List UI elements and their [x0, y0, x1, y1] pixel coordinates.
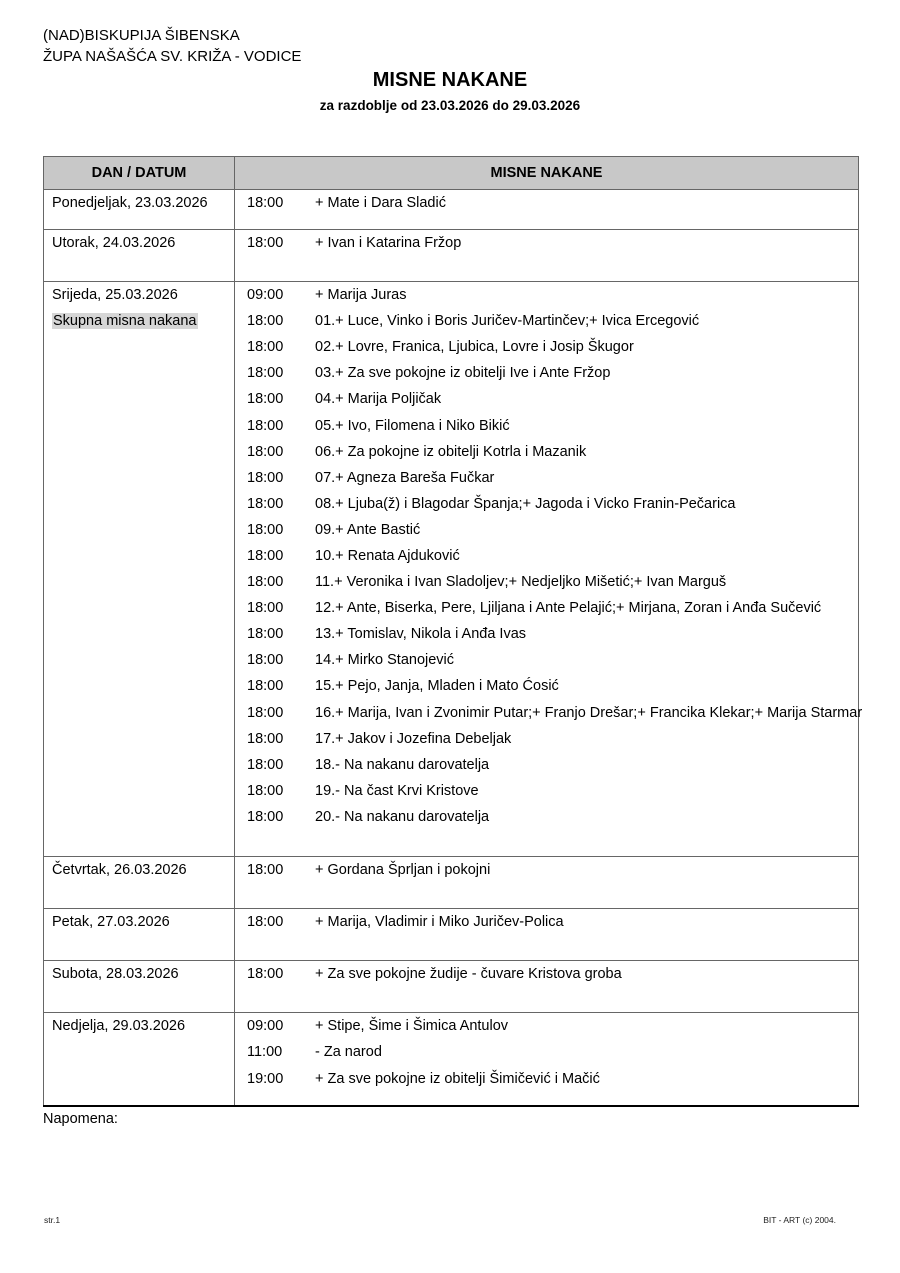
mass-entry	[247, 282, 858, 308]
mass-intention: + Marija, Vladimir i Miko Juričev-Polica	[315, 914, 564, 931]
mass-entry	[247, 1013, 858, 1039]
column-header-day: DAN / DATUM	[44, 157, 235, 190]
mass-intention: 09.+ Ante Bastić	[315, 521, 421, 538]
collective-intention-note-line	[52, 308, 234, 334]
mass-entry	[247, 621, 858, 647]
mass-time: 18:00	[247, 417, 284, 434]
mass-time: 18:00	[247, 521, 284, 538]
mass-time: 18:00	[247, 391, 284, 408]
mass-intention: + Za sve pokojne žudije - čuvare Kristova groba	[315, 966, 622, 983]
mass-time: 18:00	[247, 339, 284, 356]
day-row	[44, 282, 859, 857]
mass-time: 18:00	[247, 808, 284, 825]
page-number: str.1	[44, 1215, 61, 1225]
day-date: Četvrtak, 26.03.2026	[52, 862, 187, 879]
day-cell	[44, 909, 235, 961]
mass-time: 18:00	[247, 966, 284, 983]
mass-intention: 16.+ Marija, Ivan i Zvonimir Putar;+ Franjo Drešar;+ Francika Klekar;+ Marija Starmar	[315, 704, 863, 721]
mass-intention: 14.+ Mirko Stanojević	[315, 652, 455, 669]
mass-entry	[247, 804, 858, 830]
mass-time: 18:00	[247, 704, 284, 721]
mass-time: 18:00	[247, 443, 284, 460]
mass-intention: 13.+ Tomislav, Nikola i Anđa Ivas	[315, 626, 527, 643]
mass-intention: 02.+ Lovre, Franica, Ljubica, Lovre i Josip Škugor	[315, 339, 634, 356]
mass-intention: 19.- Na čast Krvi Kristove	[315, 782, 479, 799]
mass-entry	[247, 360, 858, 386]
day-row	[44, 961, 859, 1013]
mass-entry	[247, 1066, 858, 1092]
mass-intention: 18.- Na nakanu darovatelja	[315, 756, 490, 773]
day-date: Srijeda, 25.03.2026	[52, 287, 178, 304]
mass-entry	[247, 778, 858, 804]
mass-intention: 05.+ Ivo, Filomena i Niko Bikić	[315, 417, 510, 434]
mass-time: 18:00	[247, 678, 284, 695]
mass-entry	[247, 491, 858, 517]
collective-intention-note: Skupna misna nakana	[53, 313, 197, 330]
mass-time: 18:00	[247, 730, 284, 747]
mass-time: 18:00	[247, 574, 284, 591]
note-label: Napomena:	[43, 1111, 118, 1127]
mass-entry	[247, 752, 858, 778]
mass-entry	[247, 647, 858, 673]
mass-intention: 04.+ Marija Poljičak	[315, 391, 442, 408]
mass-entry	[247, 439, 858, 465]
mass-entry	[247, 909, 858, 935]
day-date: Utorak, 24.03.2026	[52, 235, 176, 252]
mass-time: 11:00	[247, 1044, 283, 1061]
mass-time: 18:00	[247, 652, 284, 669]
intentions-cell	[235, 857, 859, 909]
day-row	[44, 190, 859, 230]
mass-time: 18:00	[247, 756, 284, 773]
mass-intention: - Za narod	[315, 1044, 382, 1061]
column-header-intentions: MISNE NAKANE	[235, 157, 859, 190]
mass-time: 18:00	[247, 862, 284, 879]
mass-time: 09:00	[247, 287, 284, 304]
mass-entry	[247, 543, 858, 569]
mass-intention: 10.+ Renata Ajduković	[315, 547, 460, 564]
mass-entry	[247, 857, 858, 883]
mass-intention: + Za sve pokojne iz obitelji Šimičević i Mačić	[315, 1070, 600, 1087]
mass-entry	[247, 961, 858, 987]
day-date: Subota, 28.03.2026	[52, 966, 179, 983]
day-cell	[44, 230, 235, 282]
mass-time: 18:00	[247, 469, 284, 486]
mass-intention: + Ivan i Katarina Fržop	[315, 235, 462, 252]
day-row	[44, 1013, 859, 1106]
intentions-cell	[235, 230, 859, 282]
mass-time: 19:00	[247, 1070, 284, 1087]
mass-intention: 07.+ Agneza Bareša Fučkar	[315, 469, 495, 486]
mass-entry	[247, 413, 858, 439]
mass-time: 18:00	[247, 547, 284, 564]
day-date: Ponedjeljak, 23.03.2026	[52, 195, 208, 211]
table-header-row	[44, 157, 859, 190]
intentions-cell	[235, 282, 863, 857]
day-row	[44, 857, 859, 909]
mass-intention: 15.+ Pejo, Janja, Mladen i Mato Ćosić	[315, 678, 559, 695]
mass-time: 18:00	[247, 195, 284, 211]
mass-time: 18:00	[247, 626, 284, 643]
mass-entry	[247, 386, 858, 412]
mass-entry	[247, 334, 858, 360]
mass-intention: 08.+ Ljuba(ž) i Blagodar Španja;+ Jagoda i Vicko Franin-Pečarica	[315, 495, 736, 512]
mass-entry	[247, 308, 858, 334]
intentions-cell	[235, 190, 859, 230]
mass-intention: 12.+ Ante, Biserka, Pere, Ljiljana i Ante Pelajić;+ Mirjana, Zoran i Anđa Sučević	[315, 600, 822, 617]
software-credit: BIT - ART (c) 2004.	[763, 1215, 836, 1225]
intentions-cell	[235, 961, 859, 1013]
diocese-name: (NAD)BISKUPIJA ŠIBENSKA	[43, 27, 240, 44]
mass-entry	[247, 673, 858, 699]
period-subtitle: za razdoblje od 23.03.2026 do 29.03.2026	[319, 98, 581, 113]
day-date: Nedjelja, 29.03.2026	[52, 1018, 186, 1035]
mass-entry	[247, 700, 863, 726]
day-row	[44, 909, 859, 961]
mass-time: 09:00	[247, 1018, 284, 1035]
mass-time: 18:00	[247, 235, 284, 252]
mass-time: 18:00	[247, 914, 284, 931]
mass-time: 18:00	[247, 365, 284, 382]
day-cell	[44, 1013, 235, 1106]
parish-name: ŽUPA NAŠAŠĆA SV. KRIŽA - VODICE	[43, 48, 302, 65]
mass-intention: 20.- Na nakanu darovatelja	[315, 808, 490, 825]
mass-time: 18:00	[247, 495, 284, 512]
mass-entry	[247, 465, 858, 491]
mass-entry	[247, 726, 858, 752]
mass-intention: 17.+ Jakov i Jozefina Debeljak	[315, 730, 512, 747]
day-cell	[44, 961, 235, 1013]
mass-intentions-table	[43, 156, 863, 1107]
mass-intention: 06.+ Za pokojne iz obitelji Kotrla i Mazanik	[315, 443, 587, 460]
mass-time: 18:00	[247, 782, 284, 799]
mass-intention: 03.+ Za sve pokojne iz obitelji Ive i Ante Fržop	[315, 365, 611, 382]
mass-time: 18:00	[247, 313, 284, 330]
intentions-cell	[235, 909, 859, 961]
mass-entry	[247, 230, 858, 256]
mass-intention: + Mate i Dara Sladić	[315, 195, 446, 211]
day-cell	[44, 282, 235, 857]
mass-intention: + Gordana Šprljan i pokojni	[315, 862, 491, 879]
mass-intention: 01.+ Luce, Vinko i Boris Juričev-Martinčev;+ Ivica Ercegović	[315, 313, 700, 330]
mass-intention: 11.+ Veronika i Ivan Sladoljev;+ Nedjeljko Mišetić;+ Ivan Marguš	[315, 574, 727, 591]
mass-entry	[247, 595, 858, 621]
mass-intention: + Marija Juras	[315, 287, 407, 304]
mass-time: 18:00	[247, 600, 284, 617]
intentions-cell	[235, 1013, 859, 1106]
mass-intention: + Stipe, Šime i Šimica Antulov	[315, 1018, 509, 1035]
mass-entry	[247, 190, 858, 216]
mass-entry	[247, 517, 858, 543]
mass-entry	[247, 569, 858, 595]
day-row	[44, 230, 859, 282]
day-cell	[44, 857, 235, 909]
page-title: MISNE NAKANE	[372, 69, 528, 91]
day-date: Petak, 27.03.2026	[52, 914, 170, 931]
mass-entry	[247, 1039, 858, 1065]
day-cell	[44, 190, 235, 230]
